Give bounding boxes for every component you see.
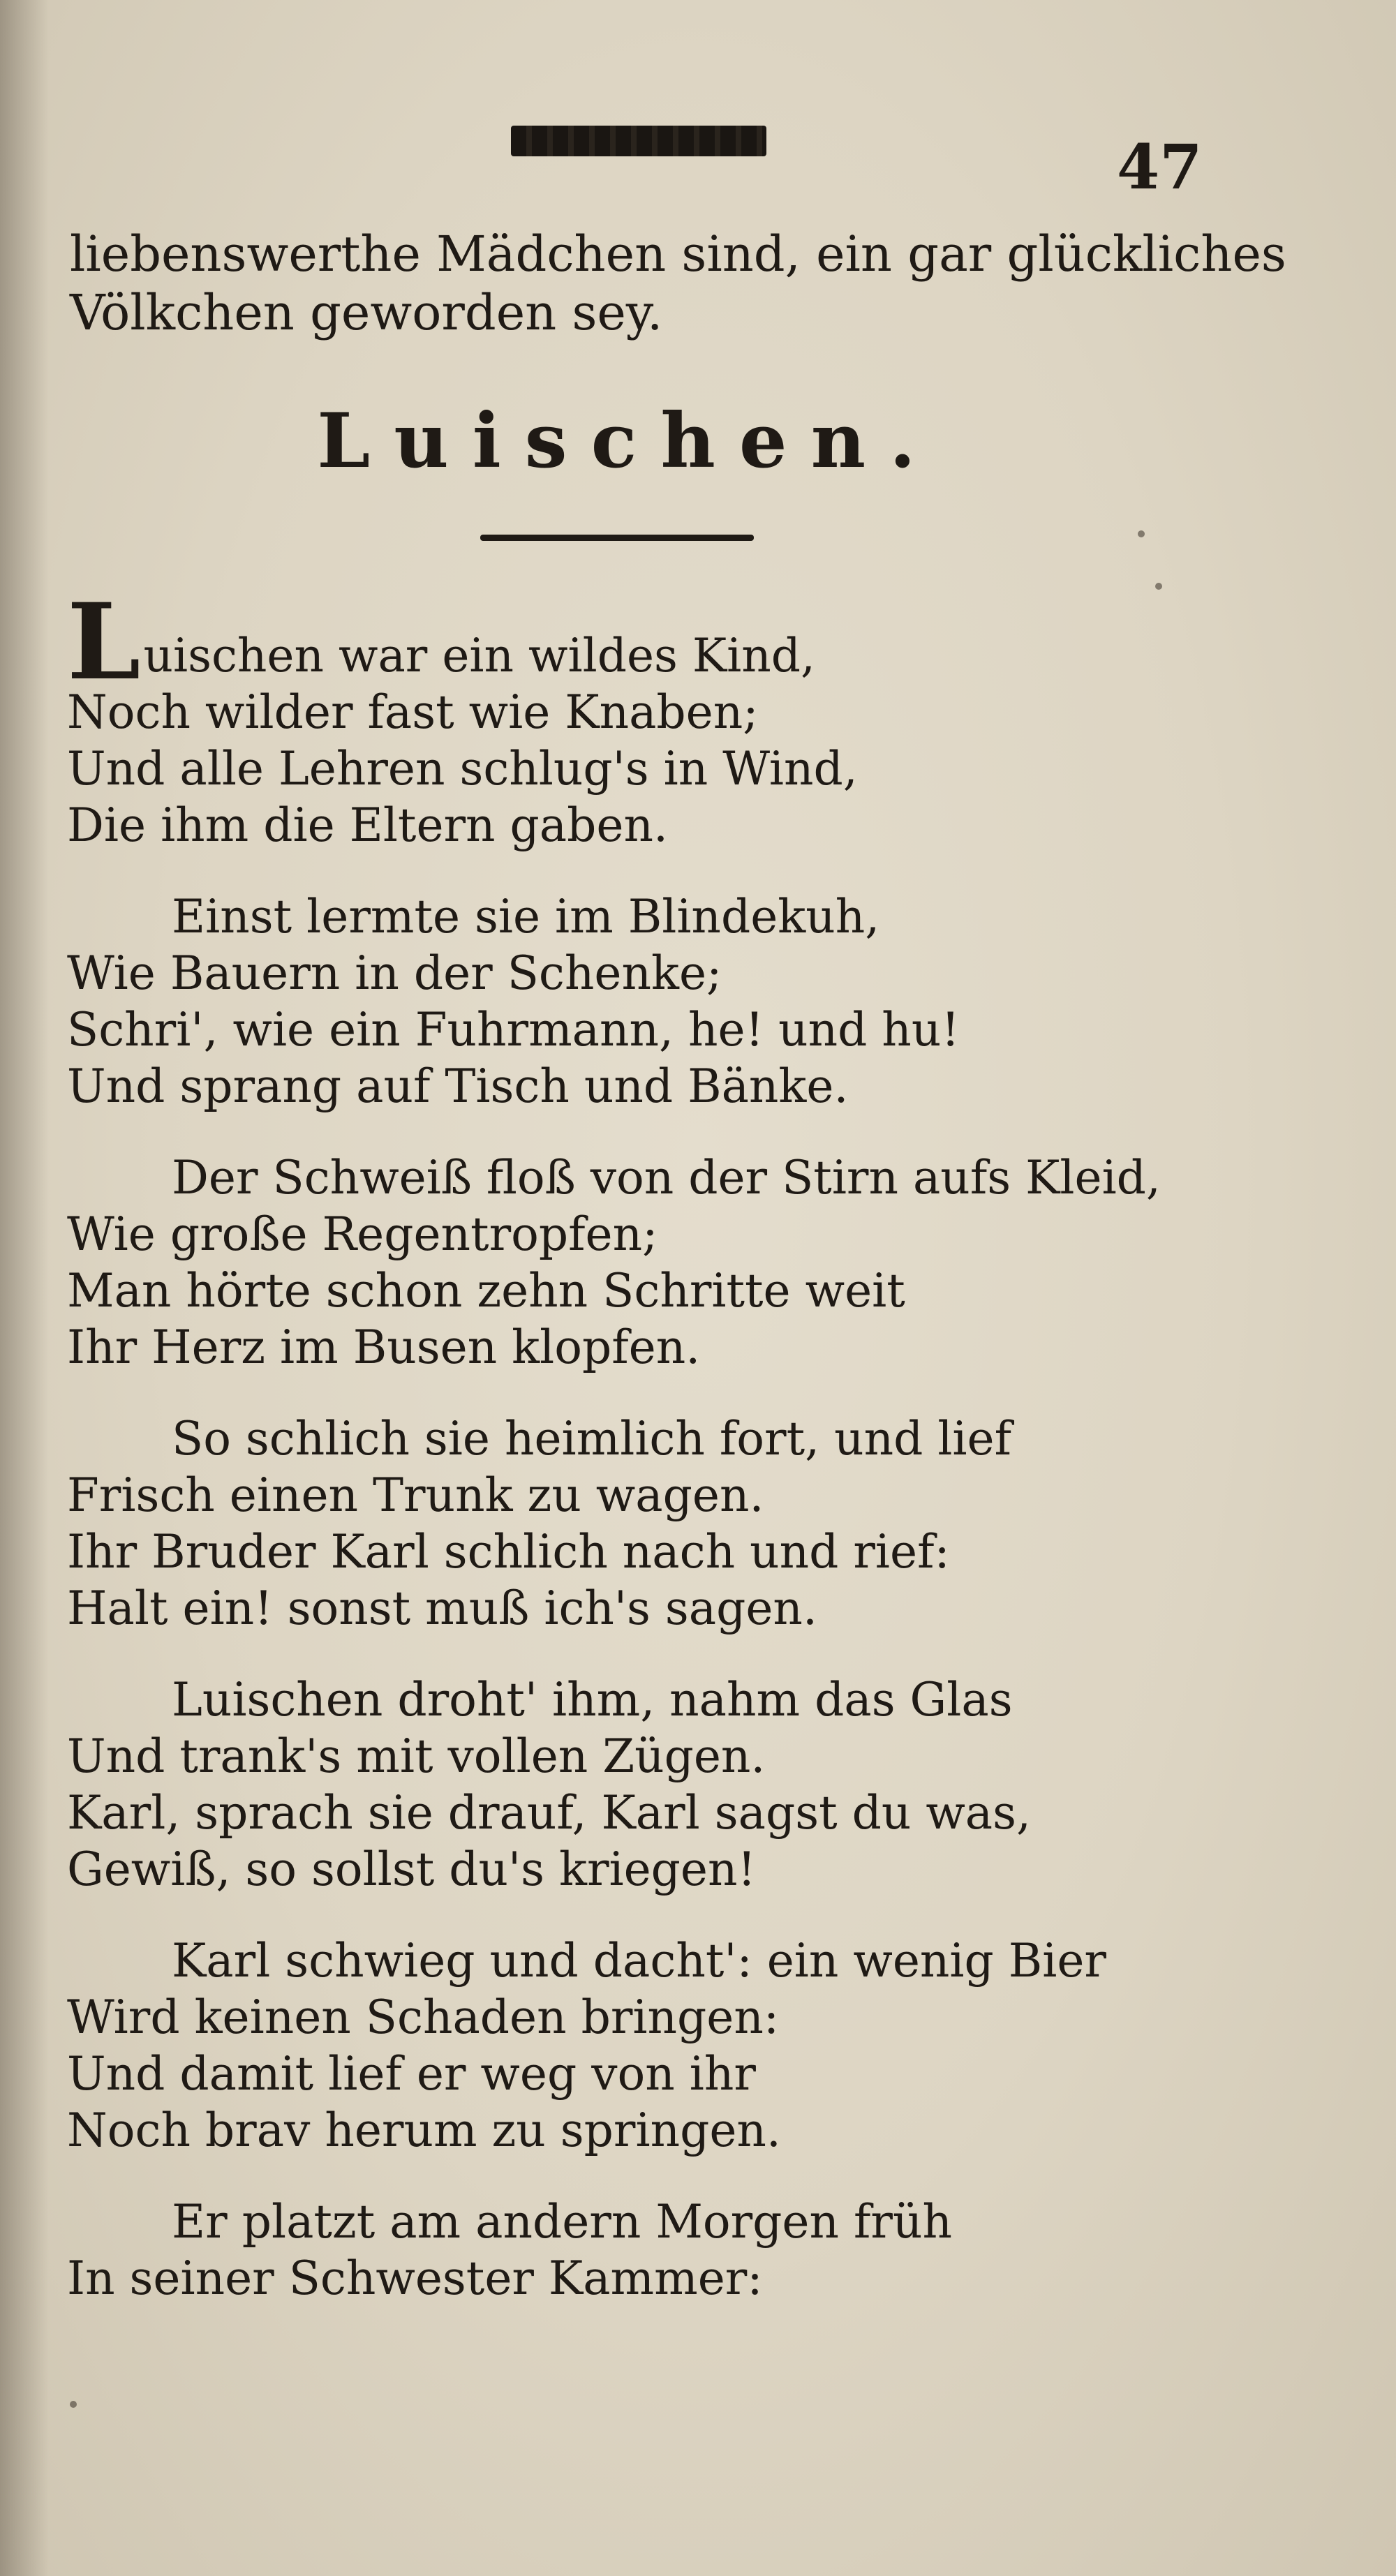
poem-line: Schri', wie ein Fuhrmann, he! und hu!	[67, 1003, 960, 1057]
carry-over-line: Völkchen geworden sey.	[70, 284, 663, 341]
poem-line: Wie große Regentropfen;	[67, 1207, 658, 1261]
paper-speck	[1155, 583, 1162, 590]
poem-line: Luischen droht' ihm, nahm das Glas	[172, 1673, 1013, 1727]
poem-line: Wie Bauern in der Schenke;	[67, 946, 722, 1000]
poem-line: Noch wilder fast wie Knaben;	[67, 685, 759, 739]
poem-title: Luischen.	[317, 397, 940, 485]
carry-over-line: liebenswerthe Mädchen sind, ein gar glückliches	[70, 225, 1286, 283]
stanza-5	[67, 1672, 1268, 1898]
poem-line: Der Schweiß floß von der Stirn aufs Kleid,	[172, 1151, 1161, 1205]
poem-line: Und alle Lehren schlug's in Wind,	[67, 742, 858, 796]
poem-line: Ihr Bruder Karl schlich nach und rief:	[67, 1525, 950, 1579]
poem-line: Karl, sprach sie drauf, Karl sagst du was,	[67, 1786, 1032, 1840]
poem-body	[67, 581, 1268, 2342]
stanza-4	[67, 1410, 1268, 1637]
stanza-7	[67, 2194, 1268, 2307]
poem-line: Und trank's mit vollen Zügen.	[67, 1729, 766, 1783]
poem-line: Und damit lief er weg von ihr	[67, 2047, 756, 2101]
carry-over-text	[70, 225, 1286, 342]
poem-line: Frisch einen Trunk zu wagen.	[67, 1468, 764, 1522]
paper-speck	[70, 2401, 77, 2408]
paper-speck	[1138, 530, 1145, 537]
page-number: 47	[1117, 131, 1203, 203]
stanza-2	[67, 888, 1268, 1115]
poem-line: Gewiß, so sollst du's kriegen!	[67, 1842, 757, 1896]
poem-line: Die ihm die Eltern gaben.	[67, 798, 668, 852]
poem-line: Er platzt am andern Morgen früh	[172, 2195, 952, 2249]
poem-line: Und sprang auf Tisch und Bänke.	[67, 1059, 849, 1113]
stanza-6	[67, 1933, 1268, 2159]
spine-shadow	[0, 0, 49, 2576]
poem-line: Einst lermte sie im Blindekuh,	[172, 890, 880, 944]
first-line-rest: uischen war ein wildes Kind,	[143, 629, 816, 683]
poem-line: Ihr Herz im Busen klopfen.	[67, 1320, 701, 1374]
stanza-1	[67, 581, 1268, 854]
stanza-3	[67, 1149, 1268, 1376]
poem-line: Wird keinen Schaden bringen:	[67, 1990, 780, 2044]
title-rule	[480, 535, 754, 541]
drop-cap: L	[67, 581, 141, 703]
header-ornament-bar	[511, 126, 766, 156]
poem-line: Noch brav herum zu springen.	[67, 2104, 781, 2157]
poem-line-first	[67, 581, 1268, 703]
poem-line: Karl schwieg und dacht': ein wenig Bier	[172, 1934, 1106, 1988]
poem-line: Man hörte schon zehn Schritte weit	[67, 1264, 905, 1318]
poem-line: In seiner Schwester Kammer:	[67, 2251, 763, 2305]
poem-line: So schlich sie heimlich fort, und lief	[172, 1412, 1012, 1466]
poem-line: Halt ein! sonst muß ich's sagen.	[67, 1581, 817, 1635]
